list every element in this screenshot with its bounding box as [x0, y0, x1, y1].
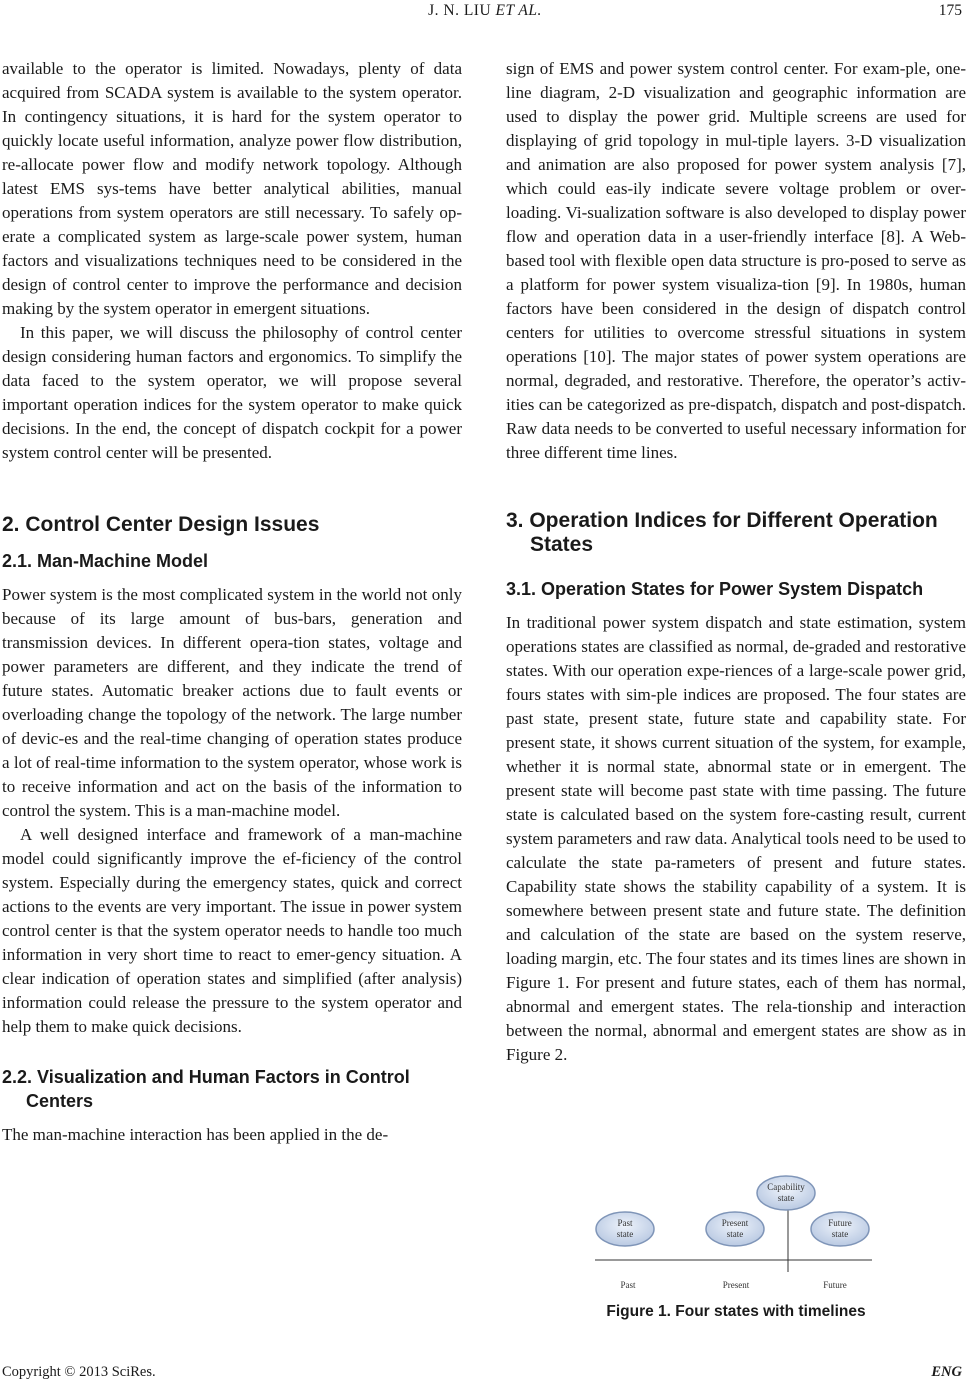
state-present-line1: Present — [721, 1218, 749, 1228]
figure-1 — [590, 1174, 880, 1294]
authors-et-al: ET AL. — [495, 2, 542, 19]
running-head-authors — [0, 2, 970, 20]
timeline-label-present: Present — [722, 1280, 750, 1290]
left-para-1: available to the operator is limited. Nowadays, plenty of data acquired from SCADA system is available to the system operator. In contingency situations, it is hard for the system operator to quickly locate useful information, analyze power flow distribution, re-allocate power flow and modify network topology. Although latest EMS sys-tems have better analytical abilities, manual operations from system operators are still necessary. To safely op-erate a complicated system as large-scale power system, human factors and visualizations techniques need to be considered in the design of control center to improve the performance and decision making by the system operator in emergent situations. — [2, 59, 462, 318]
page-number: 175 — [938, 2, 962, 19]
figure-1-caption: Figure 1. Four states with timelines — [606, 1303, 866, 1320]
timeline-label-future: Future — [823, 1280, 847, 1290]
section-3-title: 3. Operation Indices for Different Operation States — [506, 509, 938, 556]
state-capability-line1: Capability — [767, 1182, 805, 1192]
state-ellipse-future — [811, 1212, 869, 1246]
left-para-5: The man-machine interaction has been applied in the de- — [2, 1125, 389, 1144]
figure-1-diagram — [590, 1174, 880, 1294]
section-2-2-title: 2.2. Visualization and Human Factors in Control Centers — [2, 1067, 410, 1111]
state-past-line1: Past — [617, 1218, 633, 1228]
state-present-line2: state — [726, 1229, 744, 1239]
left-para-4: A well designed interface and framework of a man-machine model could significantly improve the ef-ficiency of the control system. Especially during the emergency states, quick and correct actions to the events are very important. The issue in power system control center is that the system operator needs to handle too much information in very short time to react to emer-gency situation. A clear indication of operation states and simplified (after analysis) information could release the pressure to the system operator and help them to make quick decisions. — [2, 825, 462, 1036]
left-column — [2, 57, 462, 1147]
right-column — [506, 57, 966, 1067]
state-ellipse-capability — [757, 1176, 815, 1210]
copyright-notice: Copyright © 2013 SciRes. — [2, 1364, 156, 1380]
right-para-2: In traditional power system dispatch and state estimation, system operations states are classified as normal, de-graded and restorative states. With our operation expe-riences of a large-scale power grid, fours states with sim-ple indices are proposed. The four states are past state, present state, future state and capability state. For present state, it shows current situation of the system, for example, whether it is normal state, abnormal state or in emergent. The present state will become past state with time passing. The future state is calculated based on the system fore-casting result, current system parameters and raw data. Analytical tools need to be used to calculate the state pa-rameters of present and future states. Capability state shows the stability capability of a system. It is somewhere between present state and future state. The definition and calculation of the state are based on the system reserve, loading margin, etc. The four states and its times lines are shown in Figure 1. For present and future states, each of them has normal, abnormal and emergent states. The rela-tionship and interaction between the normal, abnormal and emergent states are show as in Figure 2. — [506, 613, 966, 1064]
state-ellipse-past — [596, 1212, 654, 1246]
section-2-1-title: 2.1. Man-Machine Model — [2, 551, 209, 571]
section-2-title: 2. Control Center Design Issues — [2, 513, 320, 536]
left-para-3: Power system is the most complicated system in the world not only because of its large amount of bus-bars, generation and transmission devices. In different opera-tion states, voltage and power parameters are different, and they indicate the trend of future states. Automatic breaker actions due to fault events or overloading change the topology of the network. The large number of devic-es and the real-time changing of operation states produce a lot of real-time information to the system operator, whose work is to receive information and act on the basis of the information to control the system. This is a man-machine model. — [2, 585, 462, 820]
state-capability-line2: state — [777, 1193, 795, 1203]
running-header — [0, 2, 970, 24]
right-para-1: sign of EMS and power system control center. For exam-ple, one-line diagram, 2-D visualization and geographic information are used to display the power grid. Multiple screens are used for displaying of grid topology in mul-tiple layers. 3-D visualization and animation are also proposed for power system analysis [7], which could eas-ily indicate severe voltage problem or over-loading. Vi-sualization software is also developed to display power flow and operation data in a user-friendly interface [8]. A Web-based tool with flexible open data structure is pro-posed to serve as a platform for power system visualiza-tion [9]. In 1980s, human factors have been considered in the design of dispatch control centers for utilities to overcome stressful situations in system operations [10]. The major states of power system operations are normal, degraded, and restorative. Therefore, the operator’s activ-ities can be categorized as pre-dispatch, dispatch and post-dispatch. Raw data needs to be converted to useful necessary information for three different time lines. — [506, 59, 966, 462]
timeline-label-past: Past — [620, 1280, 636, 1290]
state-future-line1: Future — [828, 1218, 852, 1228]
state-ellipse-present — [706, 1212, 764, 1246]
authors-main: J. N. LIU — [428, 2, 496, 19]
state-future-line2: state — [831, 1229, 849, 1239]
left-para-2: In this paper, we will discuss the philosophy of control center design considering human factors and ergonomics. To simplify the data faced to the system operator, we will propose several important operation indices for the system operator to make quick decisions. In the end, the concept of dispatch cockpit for a power system control center will be presented. — [2, 323, 462, 462]
section-3-1-title: 3.1. Operation States for Power System Dispatch — [506, 579, 924, 599]
state-past-line2: state — [616, 1229, 634, 1239]
journal-abbreviation: ENG — [931, 1364, 962, 1380]
